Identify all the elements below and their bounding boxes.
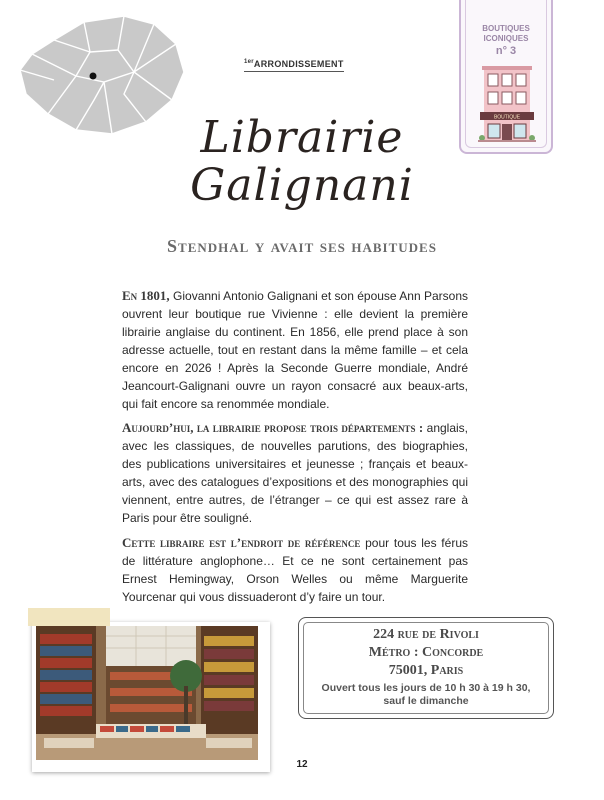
- photo-tape: [28, 608, 110, 626]
- title-line1: Librairie: [200, 112, 404, 163]
- subtitle: Stendhal y avait ses habitudes: [167, 236, 437, 256]
- arrondissement-label: [244, 59, 344, 72]
- paragraph-2-lead: Aujourd’hui, la librairie propose trois départements :: [122, 420, 424, 435]
- metro: Métro : Concorde: [368, 645, 484, 660]
- bookstore-photo: [32, 608, 262, 758]
- page-number: 12: [296, 759, 308, 770]
- paragraph-1: [122, 287, 468, 413]
- badge-title: [461, 24, 551, 44]
- arrondissement-number: 1er: [244, 59, 254, 65]
- location-marker-icon: [90, 73, 97, 80]
- paragraph-3-lead: Cette libraire est l’endroit de référence: [122, 535, 361, 550]
- arrondissement-text: ARRONDISSEMENT: [253, 59, 344, 69]
- paragraph-2: [122, 419, 468, 527]
- info-box: [298, 617, 554, 719]
- badge-line1: BOUTIQUES: [482, 24, 530, 33]
- badge-line2: ICONIQUES: [483, 34, 529, 43]
- opening-hours-line1: Ouvert tous les jours de 10 h 30 à 19 h 30,: [321, 682, 531, 694]
- postal-city: 75001, Paris: [388, 663, 464, 678]
- title-line2: Galignani: [190, 160, 414, 211]
- bookstore-illustration: [36, 626, 258, 760]
- paragraph-1-lead: En 1801,: [122, 288, 170, 303]
- address: 224 rue de Rivoli: [373, 627, 479, 642]
- bookstore-interior-image: [32, 622, 270, 772]
- info-box-frame: [303, 622, 549, 714]
- paragraph-3-body: pour tous les férus de littérature anglophone… Et ce ne sont certainement pas Ernest Hemingway, Orson Welles ou même Marguerite Yourcenar qui vous dissuaderont d’y faire un tour.: [122, 536, 468, 604]
- paragraph-2-body: anglais, avec les classiques, de nouvelles parutions, des biographies, des publications universitaires et jeunesse ; français et beaux-arts, avec des catalogues d’expositions et des monographies qui viennent, entre autres, de l’étranger – ce qui est assez rare à Paris pour être souligné.: [122, 421, 469, 525]
- badge-number: n° 3: [495, 45, 517, 57]
- paragraph-1-body: Giovanni Antonio Galignani et son épouse Ann Parsons ouvrent leur boutique rue Vivienne : elle devient la première librairie anglaise du continent. En 1856, elle prend place à son adresse actuelle, tout en restant dans la même famille – et cela encore en 2026 ! Après la Seconde Guerre mondiale, André Jeancourt-Galignani ouvre un rayon consacré aux beaux-arts, qui fait encore sa renommée mondiale.: [122, 289, 468, 411]
- paragraph-3: [122, 534, 468, 606]
- shop-sign-text: BOUTIQUE: [493, 114, 521, 121]
- opening-hours-line2: sauf le dimanche: [383, 695, 469, 707]
